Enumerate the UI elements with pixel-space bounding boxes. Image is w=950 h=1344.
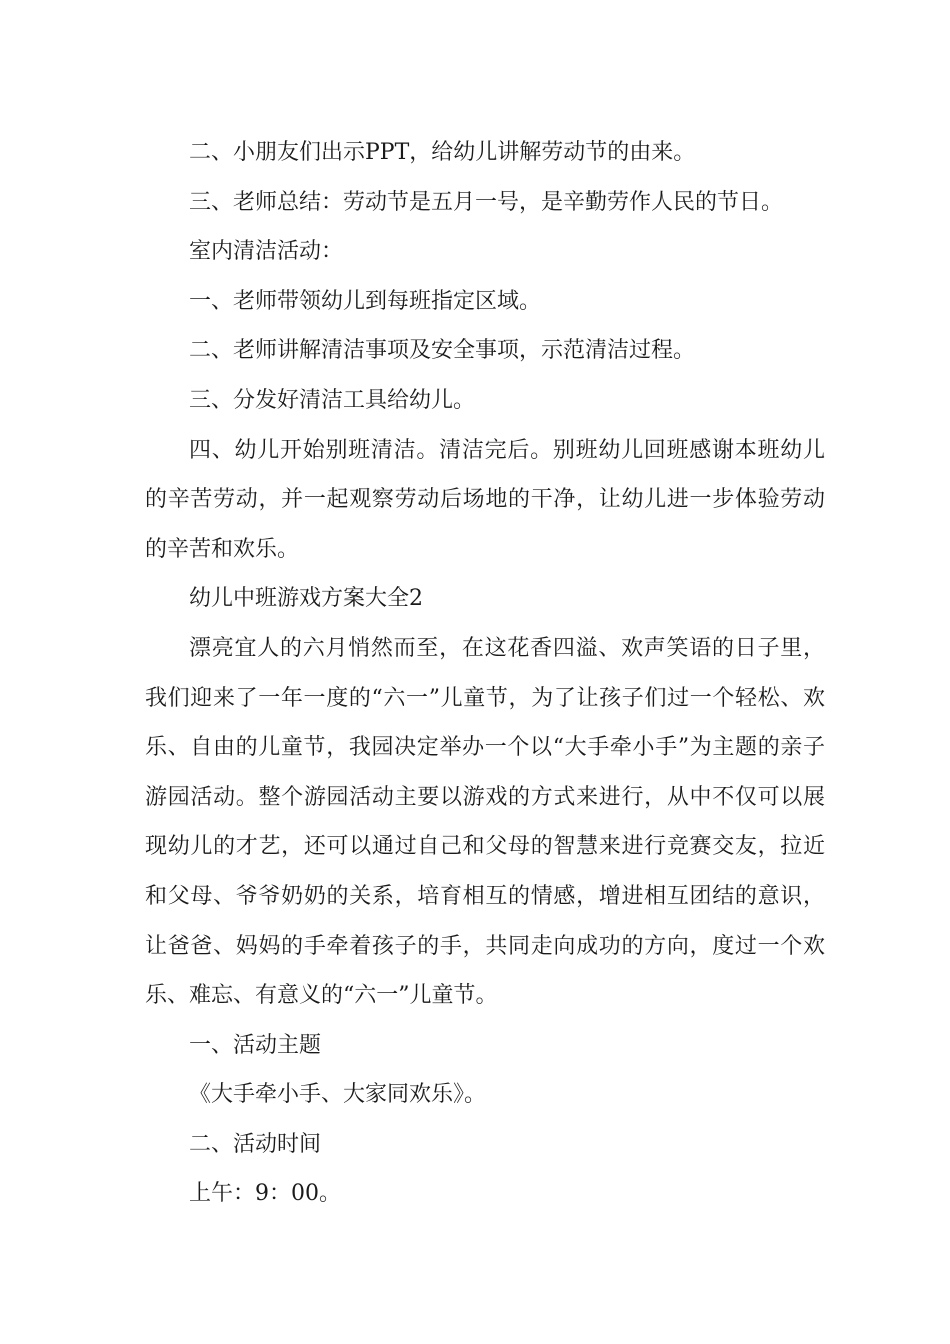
paragraph-teacher-summary: 三、老师总结：劳动节是五月一号，是辛勤劳作人民的节日。 bbox=[189, 189, 784, 215]
paragraph-activity-time: 上午：9：00。 bbox=[189, 1181, 341, 1207]
paragraph-indoor-cleaning-heading: 室内清洁活动： bbox=[189, 239, 344, 265]
paragraph-intro: 漂亮宜人的六月悄然而至，在这花香四溢、欢声笑语的日子里，我们迎来了一年一度的“六一”儿童节，为了让孩子们过一个轻松、欢乐、自由的儿童节，我园决定举办一个以“大手牵小手”为主题的亲子游园活动。整个游园活动主要以游戏的方式来进行，从中不仅可以展现幼儿的才艺，还可以通过自己和父母的智慧来进行竞赛交友，拉近和父母、爷爷奶奶的关系，培育相互的情感，增进相互团结的意识，让爸爸、妈妈的手牵着孩子的手，共同走向成功的方向，度过一个欢乐、难忘、有意义的“六一”儿童节。 bbox=[145, 635, 825, 1009]
paragraph-step-four: 四、幼儿开始别班清洁。清洁完后。别班幼儿回班感谢本班幼儿的辛苦劳动，并一起观察劳动后场地的干净，让幼儿进一步体验劳动的辛苦和欢乐。 bbox=[145, 437, 825, 562]
paragraph-ppt-intro: 二、小朋友们出示PPT，给幼儿讲解劳动节的由来。 bbox=[189, 140, 696, 165]
paragraph-step-two: 二、老师讲解清洁事项及安全事项，示范清洁过程。 bbox=[189, 338, 696, 364]
heading-activity-time: 二、活动时间 bbox=[189, 1131, 322, 1157]
section-title: 幼儿中班游戏方案大全2 bbox=[189, 586, 423, 612]
paragraph-step-three: 三、分发好清洁工具给幼儿。 bbox=[189, 387, 476, 413]
heading-activity-theme: 一、活动主题 bbox=[189, 1032, 322, 1058]
document-body bbox=[145, 128, 825, 1219]
paragraph-activity-theme: 《大手牵小手、大家同欢乐》。 bbox=[189, 1082, 487, 1108]
paragraph-step-one: 一、老师带领幼儿到每班指定区域。 bbox=[189, 288, 542, 314]
